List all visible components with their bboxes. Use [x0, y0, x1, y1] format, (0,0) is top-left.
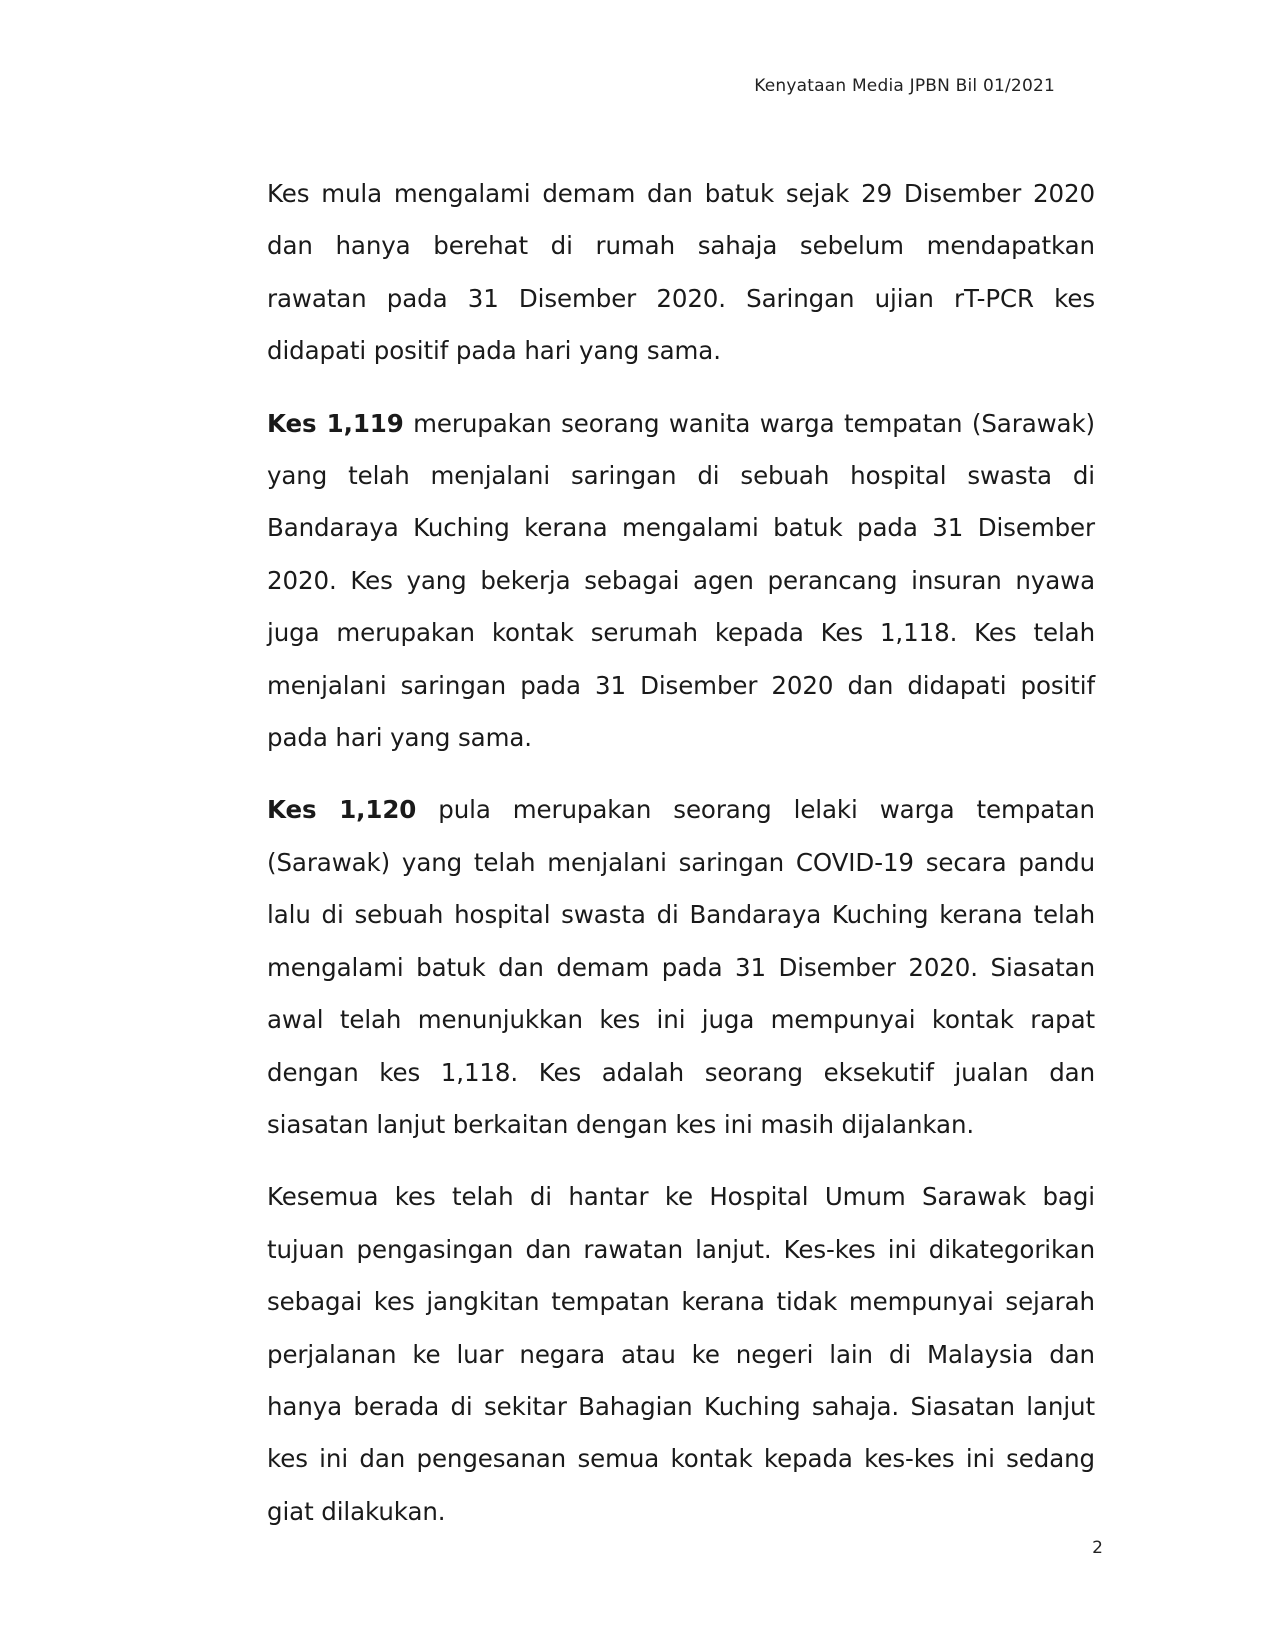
paragraph-text: Kesemua kes telah di hantar ke Hospital Umum Sarawak bagi tujuan pengasingan dan rawatan lanjut. Kes-kes ini dikategorikan sebagai kes jangkitan tempatan kerana tidak mempunyai sejarah perjalanan ke luar negara atau ke negeri lain di Malaysia dan hanya berada di sekitar Bahagian Kuching sahaja. Siasatan lanjut kes ini dan pengesanan semua kontak kepada kes-kes ini sedang giat dilakukan.: [267, 1182, 1095, 1526]
case-number-1120: Kes 1,120: [267, 795, 417, 825]
document-body: [267, 168, 1095, 1558]
paragraph-summary: [267, 1171, 1095, 1538]
page-number: 2: [1092, 1538, 1103, 1558]
paragraph-text: merupakan seorang wanita warga tempatan (Sarawak) yang telah menjalani saringan di sebuah hospital swasta di Bandaraya Kuching kerana mengalami batuk pada 31 Disember 2020. Kes yang bekerja sebagai agen perancang insuran nyawa juga merupakan kontak serumah kepada Kes 1,118. Kes telah menjalani saringan pada 31 Disember 2020 dan didapati positif pada hari yang sama.: [267, 408, 1095, 753]
document-reference: Kenyataan Media JPBN Bil 01/2021: [754, 76, 1055, 96]
paragraph-text: Kes mula mengalami demam dan batuk sejak 29 Disember 2020 dan hanya berehat di rumah sahaja sebelum mendapatkan rawatan pada 31 Disember 2020. Saringan ujian rT-PCR kes didapati positif pada hari yang sama.: [267, 179, 1095, 366]
paragraph-case-1119: [267, 398, 1095, 765]
paragraph-text: pula merupakan seorang lelaki warga tempatan (Sarawak) yang telah menjalani saringan COVID-19 secara pandu lalu di sebuah hospital swasta di Bandaraya Kuching kerana telah mengalami batuk dan demam pada 31 Disember 2020. Siasatan awal telah menunjukkan kes ini juga mempunyai kontak rapat dengan kes 1,118. Kes adalah seorang eksekutif jualan dan siasatan lanjut berkaitan dengan kes ini masih dijalankan.: [267, 795, 1095, 1139]
case-number-1119: Kes 1,119: [267, 408, 404, 438]
paragraph-symptoms: [267, 168, 1095, 378]
paragraph-case-1120: [267, 784, 1095, 1151]
